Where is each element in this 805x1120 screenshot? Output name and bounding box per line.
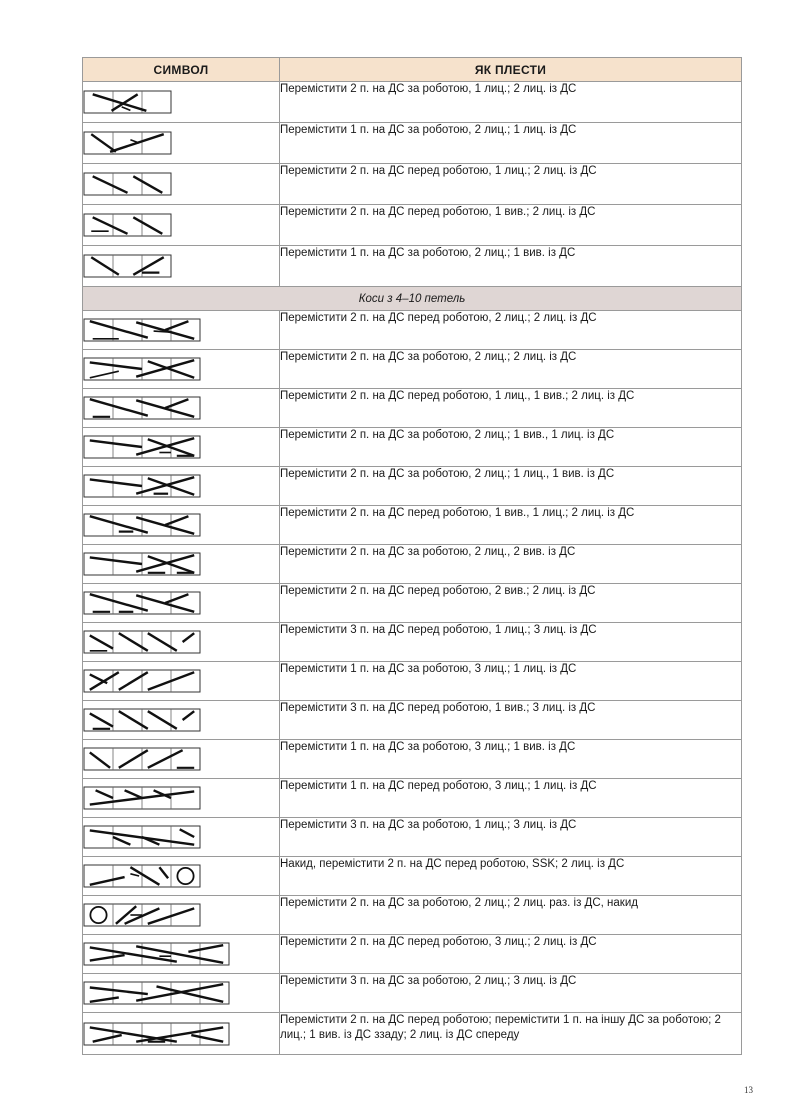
symbol-cell: [83, 389, 280, 428]
cable-1-over-2-right-purl-icon: [83, 254, 172, 278]
symbol-cell: [83, 428, 280, 467]
symbol-cell: [83, 818, 280, 857]
legend-row: [83, 584, 742, 623]
legend-row: [83, 818, 742, 857]
instruction-text: Перемістити 2 п. на ДС перед роботою, 1 вив., 1 лиц.; 2 лиц. із ДС: [280, 506, 742, 545]
instruction-text: Перемістити 2 п. на ДС перед роботою, 2 лиц.; 2 лиц. із ДС: [280, 311, 742, 350]
instruction-text: Накид, перемістити 2 п. на ДС перед роботою, SSK; 2 лиц. із ДС: [280, 857, 742, 896]
symbol-cell: [83, 779, 280, 818]
symbol-cell: [83, 935, 280, 974]
symbol-cell: [83, 545, 280, 584]
legend-row: [83, 779, 742, 818]
symbol-cell: [83, 584, 280, 623]
symbol-cell: [83, 623, 280, 662]
legend-row: [83, 857, 742, 896]
cable-2-over-1-1-left-b-icon: [83, 513, 201, 537]
legend-row: [83, 350, 742, 389]
symbol-cell: [83, 164, 280, 205]
symbol-cell: [83, 246, 280, 287]
instruction-text: Перемістити 2 п. на ДС за роботою, 2 лиц., 2 вив. із ДС: [280, 545, 742, 584]
instruction-text: Перемістити 2 п. на ДС за роботою, 2 лиц.; 2 лиц. із ДС: [280, 350, 742, 389]
legend-row: [83, 623, 742, 662]
instruction-text: Перемістити 2 п. на ДС за роботою, 1 лиц.; 2 лиц. із ДС: [280, 82, 742, 123]
cable-2-over-1-right-icon: [83, 90, 172, 114]
legend-row: [83, 896, 742, 935]
cable-3-over-1-left-purl-icon: [83, 708, 201, 732]
cable-2-over-1-left-purl-icon: [83, 213, 172, 237]
legend-row: [83, 545, 742, 584]
cable-3-over-1-right-icon: [83, 825, 201, 849]
legend-row: [83, 974, 742, 1013]
instruction-text: Перемістити 1 п. на ДС за роботою, 2 лиц.; 1 лиц. із ДС: [280, 123, 742, 164]
legend-row: [83, 506, 742, 545]
legend-row: [83, 389, 742, 428]
legend-row: [83, 246, 742, 287]
cable-yo-ssk-icon: [83, 864, 201, 888]
symbol-cell: [83, 701, 280, 740]
cable-k2tog-yo-icon: [83, 903, 201, 927]
symbol-cell: [83, 896, 280, 935]
symbol-cell: [83, 311, 280, 350]
instruction-text: Перемістити 2 п. на ДС перед роботою, 2 вив.; 2 лиц. із ДС: [280, 584, 742, 623]
instruction-text: Перемістити 2 п. на ДС за роботою, 2 лиц.; 1 вив., 1 лиц. із ДС: [280, 428, 742, 467]
instruction-text: Перемістити 2 п. на ДС за роботою, 2 лиц.; 2 лиц. раз. із ДС, накид: [280, 896, 742, 935]
cable-1-over-3-right-icon: [83, 669, 201, 693]
table-header-row: [83, 58, 742, 82]
symbol-cell: [83, 857, 280, 896]
legend-row: [83, 935, 742, 974]
symbol-cell: [83, 82, 280, 123]
legend-row: [83, 428, 742, 467]
instruction-text: Перемістити 1 п. на ДС за роботою, 3 лиц.; 1 лиц. із ДС: [280, 662, 742, 701]
instruction-text: Перемістити 2 п. на ДС перед роботою, 3 лиц.; 2 лиц. із ДС: [280, 935, 742, 974]
instruction-text: Перемістити 1 п. на ДС за роботою, 3 лиц.; 1 вив. із ДС: [280, 740, 742, 779]
cable-3-over-1-left-icon: [83, 630, 201, 654]
instruction-text: Перемістити 3 п. на ДС за роботою, 2 лиц.; 3 лиц. із ДС: [280, 974, 742, 1013]
legend-row: [83, 467, 742, 506]
instruction-text: Перемістити 2 п. на ДС за роботою, 2 лиц.; 1 лиц., 1 вив. із ДС: [280, 467, 742, 506]
instructions-column-header: ЯК ПЛЕСТИ: [280, 58, 742, 82]
cable-2-over-2-right-purl-icon: [83, 552, 201, 576]
instruction-text: Перемістити 3 п. на ДС за роботою, 1 лиц.; 3 лиц. із ДС: [280, 818, 742, 857]
section-title: Коси з 4–10 петель: [83, 287, 742, 311]
legend-row: [83, 123, 742, 164]
cable-1-over-3-left-icon: [83, 786, 201, 810]
cable-2-over-2-left-icon: [83, 318, 201, 342]
legend-row: [83, 740, 742, 779]
symbol-cell: [83, 740, 280, 779]
legend-row: [83, 1013, 742, 1055]
symbol-cell: [83, 662, 280, 701]
legend-row: [83, 662, 742, 701]
cable-1-over-2-right-icon: [83, 131, 172, 155]
cable-3-over-2-right-icon: [83, 981, 230, 1005]
instruction-text: Перемістити 2 п. на ДС перед роботою, 1 вив.; 2 лиц. із ДС: [280, 205, 742, 246]
symbol-column-header: СИМВОЛ: [83, 58, 280, 82]
legend-row: [83, 311, 742, 350]
legend-row: [83, 205, 742, 246]
cable-2-over-1-1-left-icon: [83, 396, 201, 420]
instruction-text: Перемістити 1 п. на ДС за роботою, 2 лиц.; 1 вив. із ДС: [280, 246, 742, 287]
instruction-text: Перемістити 3 п. на ДС перед роботою, 1 лиц.; 3 лиц. із ДС: [280, 623, 742, 662]
cable-2-over-3-left-icon: [83, 942, 230, 966]
cable-2-over-1-1-right-icon: [83, 435, 201, 459]
symbol-cell: [83, 467, 280, 506]
instruction-text: Перемістити 3 п. на ДС перед роботою, 1 вив.; 3 лиц. із ДС: [280, 701, 742, 740]
symbol-cell: [83, 1013, 280, 1055]
cable-2-over-1-1-right-b-icon: [83, 474, 201, 498]
cable-1-over-3-right-purl-icon: [83, 747, 201, 771]
section-divider-row: [83, 287, 742, 311]
symbol-cell: [83, 974, 280, 1013]
cable-legend-table: [82, 57, 742, 1055]
cable-2-over-2-left-purl-icon: [83, 591, 201, 615]
legend-row: [83, 701, 742, 740]
page-number: 13: [744, 1085, 753, 1095]
symbol-cell: [83, 350, 280, 389]
instruction-text: Перемістити 2 п. на ДС перед роботою, 1 лиц.; 2 лиц. із ДС: [280, 164, 742, 205]
symbol-cell: [83, 506, 280, 545]
legend-row: [83, 164, 742, 205]
instruction-text: Перемістити 2 п. на ДС перед роботою; перемістити 1 п. на іншу ДС за роботою; 2 лиц.; 1 вив. із ДС ззаду; 2 лиц. із ДС спереду: [280, 1013, 742, 1055]
symbol-cell: [83, 123, 280, 164]
legend-row: [83, 82, 742, 123]
instruction-text: Перемістити 1 п. на ДС перед роботою, 3 лиц.; 1 лиц. із ДС: [280, 779, 742, 818]
cable-2-1-2-double-icon: [83, 1022, 230, 1046]
instruction-text: Перемістити 2 п. на ДС перед роботою, 1 лиц., 1 вив.; 2 лиц. із ДС: [280, 389, 742, 428]
cable-2-over-2-right-icon: [83, 357, 201, 381]
cable-2-over-1-left-icon: [83, 172, 172, 196]
symbol-cell: [83, 205, 280, 246]
